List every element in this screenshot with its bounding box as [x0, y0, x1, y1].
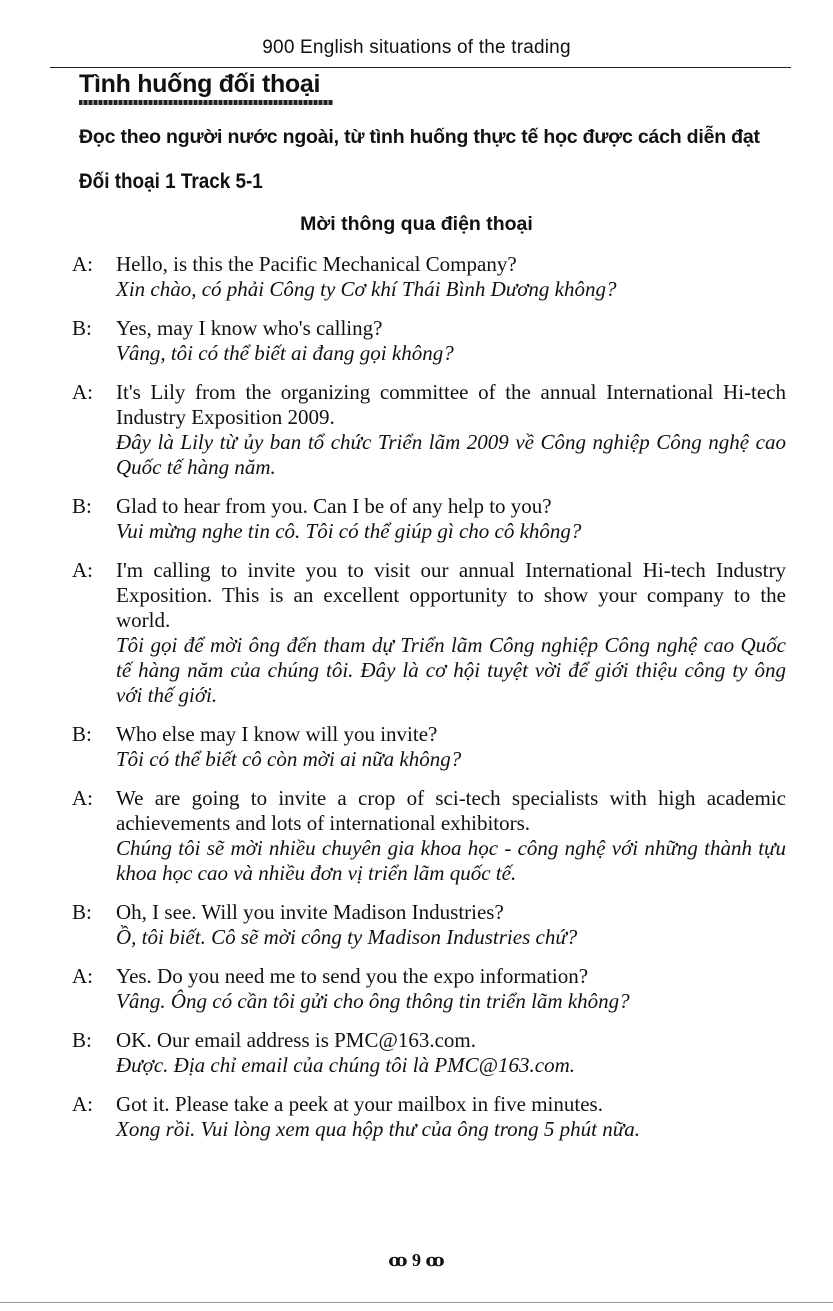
- vietnamese-line: Vâng. Ông có cần tôi gửi cho ông thông tin triển lãm không?: [116, 989, 630, 1013]
- left-ornament-icon: ꝏ: [388, 1250, 408, 1270]
- english-line: Yes, may I know who's calling?: [116, 316, 383, 340]
- dialogue-turn: [72, 558, 786, 708]
- english-line: We are going to invite a crop of sci-tech specialists with high academic achievements and lots of international exhibitors.: [116, 786, 786, 835]
- vietnamese-line: Đây là Lily từ ủy ban tổ chức Triển lãm 2009 về Công nghiệp Công nghệ cao Quốc tế hàng năm.: [116, 430, 786, 479]
- right-ornament-icon: ꝏ: [425, 1250, 445, 1270]
- dialogue-turn: [72, 786, 786, 886]
- dialogue-turn: [72, 494, 786, 544]
- english-line: Who else may I know will you invite?: [116, 722, 438, 746]
- vietnamese-line: Vui mừng nghe tin cô. Tôi có thể giúp gì cho cô không?: [116, 519, 582, 543]
- dialogue-turn: [72, 252, 786, 302]
- vietnamese-line: Vâng, tôi có thể biết ai đang gọi không?: [116, 341, 454, 365]
- english-line: Glad to hear from you. Can I be of any help to you?: [116, 494, 552, 518]
- vietnamese-line: Ồ, tôi biết. Cô sẽ mời công ty Madison Industries chứ?: [116, 925, 578, 949]
- speaker-label: B:: [72, 494, 92, 518]
- header-divider: [50, 67, 791, 68]
- dialogue-label: Đối thoại 1 Track 5-1: [79, 170, 263, 193]
- speaker-label: B:: [72, 900, 92, 924]
- dialogue-turn: [72, 1092, 786, 1142]
- dialogue-turns: [72, 252, 786, 1156]
- english-line: Hello, is this the Pacific Mechanical Company?: [116, 252, 517, 276]
- section-title: Tình huống đối thoại: [79, 70, 321, 98]
- speaker-label: A:: [72, 380, 93, 404]
- english-line: Oh, I see. Will you invite Madison Industries?: [116, 900, 504, 924]
- dialogue-title: Mời thông qua điện thoại: [300, 213, 533, 235]
- vietnamese-line: Tôi có thể biết cô còn mời ai nữa không?: [116, 747, 462, 771]
- dialogue-turn: [72, 1028, 786, 1078]
- english-line: OK. Our email address is PMC@163.com.: [116, 1028, 476, 1052]
- page-number: 9: [412, 1250, 421, 1270]
- speaker-label: A:: [72, 786, 93, 810]
- dialogue-turn: [72, 964, 786, 1014]
- vietnamese-line: Được. Địa chỉ email của chúng tôi là PMC@163.com.: [116, 1053, 575, 1077]
- running-header: 900 English situations of the trading: [262, 37, 571, 58]
- english-line: It's Lily from the organizing committee of the annual International Hi-tech Industry Exposition 2009.: [116, 380, 786, 429]
- speaker-label: B:: [72, 316, 92, 340]
- speaker-label: A:: [72, 252, 93, 276]
- speaker-label: A:: [72, 1092, 93, 1116]
- english-line: Got it. Please take a peek at your mailbox in five minutes.: [116, 1092, 603, 1116]
- vietnamese-line: Xin chào, có phải Công ty Cơ khí Thái Bình Dương không?: [116, 277, 617, 301]
- dialogue-turn: [72, 722, 786, 772]
- speaker-label: B:: [72, 1028, 92, 1052]
- page-bottom-edge: [0, 1302, 833, 1303]
- vietnamese-line: Xong rồi. Vui lòng xem qua hộp thư của ông trong 5 phút nữa.: [116, 1117, 640, 1141]
- dialogue-turn: [72, 380, 786, 480]
- section-intro: Đọc theo người nước ngoài, từ tình huống thực tế học được cách diễn đạt: [79, 126, 760, 148]
- page-number-block: [0, 1250, 833, 1271]
- speaker-label: A:: [72, 964, 93, 988]
- dialogue-turn: [72, 316, 786, 366]
- english-line: Yes. Do you need me to send you the expo information?: [116, 964, 589, 988]
- english-line: I'm calling to invite you to visit our annual International Hi-tech Industry Exposition. This is an excellent opportunity to show your company to the world.: [116, 558, 786, 632]
- dialogue-turn: [72, 900, 786, 950]
- vietnamese-line: Chúng tôi sẽ mời nhiều chuyên gia khoa học - công nghệ với những thành tựu khoa học cao và nhiều đơn vị triển lãm quốc tế.: [116, 836, 786, 885]
- speaker-label: A:: [72, 558, 93, 582]
- vietnamese-line: Tôi gọi để mời ông đến tham dự Triển lãm Công nghiệp Công nghệ cao Quốc tế hàng năm của chúng tôi. Đây là cơ hội tuyệt vời để giới thiệu công ty ông với thế giới.: [116, 633, 786, 707]
- section-title-underline: [79, 100, 333, 105]
- speaker-label: B:: [72, 722, 92, 746]
